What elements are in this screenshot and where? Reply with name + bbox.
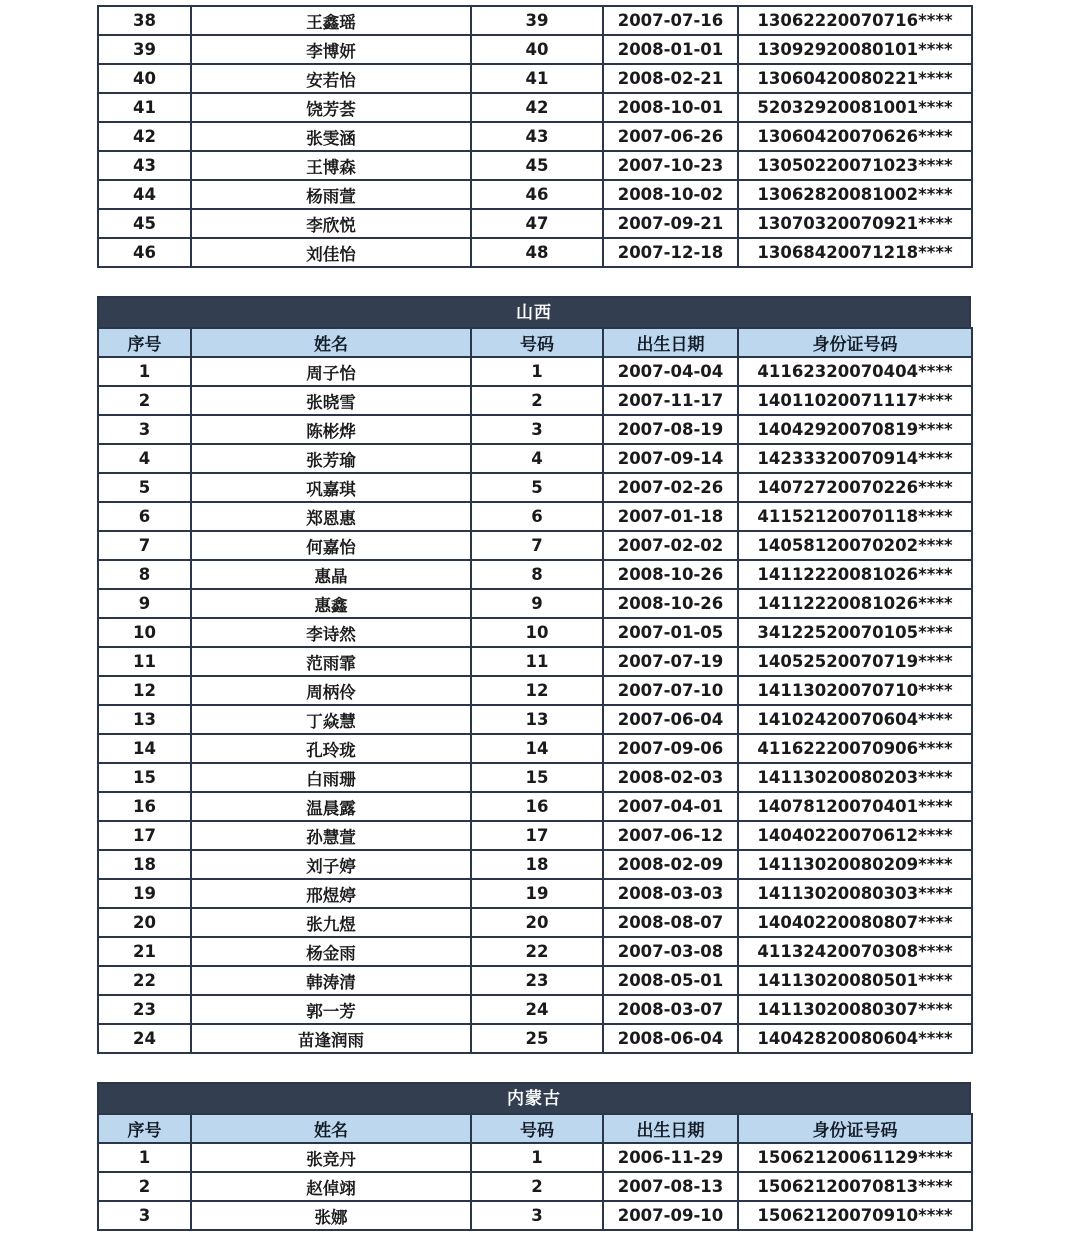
- id-number-cell: 14072720070226****: [738, 473, 972, 502]
- birthdate-cell: 2008-10-26: [603, 560, 738, 589]
- birthdate-cell: 2007-09-14: [603, 444, 738, 473]
- serial-cell: 19: [98, 879, 191, 908]
- serial-cell: 6: [98, 502, 191, 531]
- table-row: [98, 415, 972, 444]
- birthdate-cell: 2008-03-07: [603, 995, 738, 1024]
- id-number-cell: 41152120070118****: [738, 502, 972, 531]
- table-row: [98, 357, 972, 386]
- birthdate-cell: 2007-07-19: [603, 647, 738, 676]
- birthdate-cell: 2007-02-26: [603, 473, 738, 502]
- name-cell: 巩嘉琪: [191, 473, 471, 502]
- birthdate-cell: 2008-03-03: [603, 879, 738, 908]
- id-number-cell: 14052520070719****: [738, 647, 972, 676]
- number-cell: 43: [471, 122, 603, 151]
- table-title-band: 内蒙古: [97, 1082, 971, 1113]
- number-cell: 46: [471, 180, 603, 209]
- serial-cell: 11: [98, 647, 191, 676]
- name-cell: 陈彬烨: [191, 415, 471, 444]
- number-cell: 1: [471, 357, 603, 386]
- serial-cell: 41: [98, 93, 191, 122]
- id-number-cell: 34122520070105****: [738, 618, 972, 647]
- name-cell: 周子怡: [191, 357, 471, 386]
- name-cell: 郭一芳: [191, 995, 471, 1024]
- name-cell: 丁焱慧: [191, 705, 471, 734]
- table-row: [98, 93, 972, 122]
- birthdate-cell: 2007-01-18: [603, 502, 738, 531]
- number-cell: 12: [471, 676, 603, 705]
- table-section: [97, 296, 971, 1054]
- serial-cell: 7: [98, 531, 191, 560]
- number-cell: 17: [471, 821, 603, 850]
- serial-cell: 43: [98, 151, 191, 180]
- serial-cell: 16: [98, 792, 191, 821]
- number-cell: 6: [471, 502, 603, 531]
- number-cell: 15: [471, 763, 603, 792]
- id-number-cell: 13050220071023****: [738, 151, 972, 180]
- serial-cell: 46: [98, 238, 191, 267]
- serial-cell: 40: [98, 64, 191, 93]
- number-cell: 14: [471, 734, 603, 763]
- serial-cell: 23: [98, 995, 191, 1024]
- number-cell: 39: [471, 6, 603, 35]
- id-number-cell: 14078120070401****: [738, 792, 972, 821]
- birthdate-cell: 2008-10-26: [603, 589, 738, 618]
- table-row: [98, 734, 972, 763]
- id-number-cell: 41162320070404****: [738, 357, 972, 386]
- name-cell: 惠鑫: [191, 589, 471, 618]
- table-row: [98, 1172, 972, 1201]
- birthdate-cell: 2008-02-09: [603, 850, 738, 879]
- name-cell: 王博森: [191, 151, 471, 180]
- column-header: 姓名: [191, 1114, 471, 1143]
- number-cell: 45: [471, 151, 603, 180]
- serial-cell: 42: [98, 122, 191, 151]
- birthdate-cell: 2008-10-01: [603, 93, 738, 122]
- serial-cell: 17: [98, 821, 191, 850]
- column-header: 身份证号码: [738, 1114, 972, 1143]
- table-row: [98, 6, 972, 35]
- number-cell: 40: [471, 35, 603, 64]
- id-number-cell: 13060420070626****: [738, 122, 972, 151]
- birthdate-cell: 2007-09-21: [603, 209, 738, 238]
- table-title-band: 山西: [97, 296, 971, 327]
- name-cell: 苗逢润雨: [191, 1024, 471, 1053]
- birthdate-cell: 2007-08-13: [603, 1172, 738, 1201]
- number-cell: 42: [471, 93, 603, 122]
- column-header: 号码: [471, 328, 603, 357]
- id-number-cell: 14112220081026****: [738, 560, 972, 589]
- number-cell: 7: [471, 531, 603, 560]
- serial-cell: 4: [98, 444, 191, 473]
- number-cell: 19: [471, 879, 603, 908]
- table-row: [98, 386, 972, 415]
- name-cell: 张晓雪: [191, 386, 471, 415]
- column-header: 出生日期: [603, 328, 738, 357]
- table-row: [98, 850, 972, 879]
- id-number-cell: 15062120061129****: [738, 1143, 972, 1172]
- birthdate-cell: 2007-06-04: [603, 705, 738, 734]
- table-row: [98, 473, 972, 502]
- name-cell: 孔玲珑: [191, 734, 471, 763]
- column-header: 姓名: [191, 328, 471, 357]
- id-number-cell: 13062220070716****: [738, 6, 972, 35]
- serial-cell: 24: [98, 1024, 191, 1053]
- name-cell: 温晨露: [191, 792, 471, 821]
- roster-table: [97, 327, 973, 1054]
- number-cell: 4: [471, 444, 603, 473]
- name-cell: 张雯涵: [191, 122, 471, 151]
- birthdate-cell: 2007-07-16: [603, 6, 738, 35]
- serial-cell: 15: [98, 763, 191, 792]
- id-number-cell: 14040220080807****: [738, 908, 972, 937]
- birthdate-cell: 2007-10-23: [603, 151, 738, 180]
- birthdate-cell: 2007-06-26: [603, 122, 738, 151]
- birthdate-cell: 2007-06-12: [603, 821, 738, 850]
- table-row: [98, 180, 972, 209]
- birthdate-cell: 2007-09-10: [603, 1201, 738, 1230]
- table-row: [98, 618, 972, 647]
- name-cell: 李博妍: [191, 35, 471, 64]
- serial-cell: 2: [98, 1172, 191, 1201]
- header-row: [98, 328, 972, 357]
- id-number-cell: 14113020080501****: [738, 966, 972, 995]
- table-row: [98, 122, 972, 151]
- number-cell: 22: [471, 937, 603, 966]
- number-cell: 3: [471, 415, 603, 444]
- number-cell: 8: [471, 560, 603, 589]
- name-cell: 杨金雨: [191, 937, 471, 966]
- birthdate-cell: 2008-05-01: [603, 966, 738, 995]
- id-number-cell: 14113020080209****: [738, 850, 972, 879]
- birthdate-cell: 2007-02-02: [603, 531, 738, 560]
- table-row: [98, 792, 972, 821]
- id-number-cell: 14058120070202****: [738, 531, 972, 560]
- serial-cell: 2: [98, 386, 191, 415]
- name-cell: 张芳瑜: [191, 444, 471, 473]
- id-number-cell: 13092920080101****: [738, 35, 972, 64]
- table-row: [98, 995, 972, 1024]
- name-cell: 邢煜婷: [191, 879, 471, 908]
- number-cell: 18: [471, 850, 603, 879]
- birthdate-cell: 2008-02-03: [603, 763, 738, 792]
- number-cell: 9: [471, 589, 603, 618]
- column-header: 序号: [98, 328, 191, 357]
- number-cell: 41: [471, 64, 603, 93]
- column-header: 出生日期: [603, 1114, 738, 1143]
- table-section: [97, 1082, 971, 1231]
- birthdate-cell: 2007-04-01: [603, 792, 738, 821]
- table-row: [98, 209, 972, 238]
- id-number-cell: 15062120070910****: [738, 1201, 972, 1230]
- birthdate-cell: 2007-08-19: [603, 415, 738, 444]
- name-cell: 刘佳怡: [191, 238, 471, 267]
- id-number-cell: 14233320070914****: [738, 444, 972, 473]
- name-cell: 张娜: [191, 1201, 471, 1230]
- serial-cell: 9: [98, 589, 191, 618]
- table-row: [98, 647, 972, 676]
- number-cell: 16: [471, 792, 603, 821]
- birthdate-cell: 2008-01-01: [603, 35, 738, 64]
- table-section: [97, 5, 971, 268]
- birthdate-cell: 2007-04-04: [603, 357, 738, 386]
- birthdate-cell: 2007-03-08: [603, 937, 738, 966]
- table-row: [98, 821, 972, 850]
- name-cell: 李诗然: [191, 618, 471, 647]
- name-cell: 张九煜: [191, 908, 471, 937]
- serial-cell: 10: [98, 618, 191, 647]
- serial-cell: 3: [98, 415, 191, 444]
- serial-cell: 21: [98, 937, 191, 966]
- id-number-cell: 14112220081026****: [738, 589, 972, 618]
- table-row: [98, 444, 972, 473]
- number-cell: 13: [471, 705, 603, 734]
- number-cell: 24: [471, 995, 603, 1024]
- id-number-cell: 14042920070819****: [738, 415, 972, 444]
- roster-table: [97, 1113, 973, 1231]
- serial-cell: 12: [98, 676, 191, 705]
- header-row: [98, 1114, 972, 1143]
- number-cell: 20: [471, 908, 603, 937]
- roster-table: [97, 5, 973, 268]
- name-cell: 周柄伶: [191, 676, 471, 705]
- table-row: [98, 64, 972, 93]
- id-number-cell: 14042820080604****: [738, 1024, 972, 1053]
- table-row: [98, 35, 972, 64]
- column-header: 号码: [471, 1114, 603, 1143]
- table-row: [98, 966, 972, 995]
- name-cell: 饶芳荟: [191, 93, 471, 122]
- number-cell: 10: [471, 618, 603, 647]
- name-cell: 韩涛清: [191, 966, 471, 995]
- name-cell: 白雨珊: [191, 763, 471, 792]
- name-cell: 惠晶: [191, 560, 471, 589]
- name-cell: 李欣悦: [191, 209, 471, 238]
- table-row: [98, 238, 972, 267]
- birthdate-cell: 2007-11-17: [603, 386, 738, 415]
- birthdate-cell: 2007-12-18: [603, 238, 738, 267]
- serial-cell: 5: [98, 473, 191, 502]
- number-cell: 25: [471, 1024, 603, 1053]
- serial-cell: 38: [98, 6, 191, 35]
- id-number-cell: 13068420071218****: [738, 238, 972, 267]
- id-number-cell: 13070320070921****: [738, 209, 972, 238]
- number-cell: 11: [471, 647, 603, 676]
- number-cell: 48: [471, 238, 603, 267]
- table-row: [98, 908, 972, 937]
- name-cell: 刘子婷: [191, 850, 471, 879]
- number-cell: 5: [471, 473, 603, 502]
- number-cell: 47: [471, 209, 603, 238]
- id-number-cell: 41162220070906****: [738, 734, 972, 763]
- number-cell: 23: [471, 966, 603, 995]
- serial-cell: 20: [98, 908, 191, 937]
- birthdate-cell: 2007-07-10: [603, 676, 738, 705]
- birthdate-cell: 2007-09-06: [603, 734, 738, 763]
- serial-cell: 1: [98, 1143, 191, 1172]
- id-number-cell: 14102420070604****: [738, 705, 972, 734]
- table-row: [98, 531, 972, 560]
- table-row: [98, 937, 972, 966]
- id-number-cell: 14011020071117****: [738, 386, 972, 415]
- birthdate-cell: 2006-11-29: [603, 1143, 738, 1172]
- number-cell: 3: [471, 1201, 603, 1230]
- id-number-cell: 14113020070710****: [738, 676, 972, 705]
- name-cell: 范雨霏: [191, 647, 471, 676]
- name-cell: 张竞丹: [191, 1143, 471, 1172]
- name-cell: 郑恩惠: [191, 502, 471, 531]
- name-cell: 王鑫瑶: [191, 6, 471, 35]
- id-number-cell: 14113020080303****: [738, 879, 972, 908]
- birthdate-cell: 2008-06-04: [603, 1024, 738, 1053]
- serial-cell: 18: [98, 850, 191, 879]
- number-cell: 2: [471, 386, 603, 415]
- serial-cell: 13: [98, 705, 191, 734]
- table-row: [98, 151, 972, 180]
- column-header: 序号: [98, 1114, 191, 1143]
- id-number-cell: 14113020080203****: [738, 763, 972, 792]
- id-number-cell: 14040220070612****: [738, 821, 972, 850]
- table-row: [98, 879, 972, 908]
- birthdate-cell: 2008-02-21: [603, 64, 738, 93]
- serial-cell: 14: [98, 734, 191, 763]
- name-cell: 赵倬翊: [191, 1172, 471, 1201]
- id-number-cell: 52032920081001****: [738, 93, 972, 122]
- serial-cell: 3: [98, 1201, 191, 1230]
- name-cell: 何嘉怡: [191, 531, 471, 560]
- name-cell: 孙慧萱: [191, 821, 471, 850]
- birthdate-cell: 2008-10-02: [603, 180, 738, 209]
- name-cell: 杨雨萱: [191, 180, 471, 209]
- number-cell: 2: [471, 1172, 603, 1201]
- serial-cell: 22: [98, 966, 191, 995]
- serial-cell: 1: [98, 357, 191, 386]
- id-number-cell: 41132420070308****: [738, 937, 972, 966]
- table-row: [98, 676, 972, 705]
- birthdate-cell: 2008-08-07: [603, 908, 738, 937]
- table-row: [98, 1201, 972, 1230]
- table-row: [98, 1024, 972, 1053]
- table-row: [98, 763, 972, 792]
- number-cell: 1: [471, 1143, 603, 1172]
- serial-cell: 44: [98, 180, 191, 209]
- serial-cell: 39: [98, 35, 191, 64]
- table-row: [98, 502, 972, 531]
- birthdate-cell: 2007-01-05: [603, 618, 738, 647]
- id-number-cell: 13062820081002****: [738, 180, 972, 209]
- column-header: 身份证号码: [738, 328, 972, 357]
- id-number-cell: 13060420080221****: [738, 64, 972, 93]
- serial-cell: 8: [98, 560, 191, 589]
- table-row: [98, 560, 972, 589]
- name-cell: 安若怡: [191, 64, 471, 93]
- id-number-cell: 14113020080307****: [738, 995, 972, 1024]
- table-row: [98, 705, 972, 734]
- serial-cell: 45: [98, 209, 191, 238]
- table-row: [98, 1143, 972, 1172]
- id-number-cell: 15062120070813****: [738, 1172, 972, 1201]
- table-row: [98, 589, 972, 618]
